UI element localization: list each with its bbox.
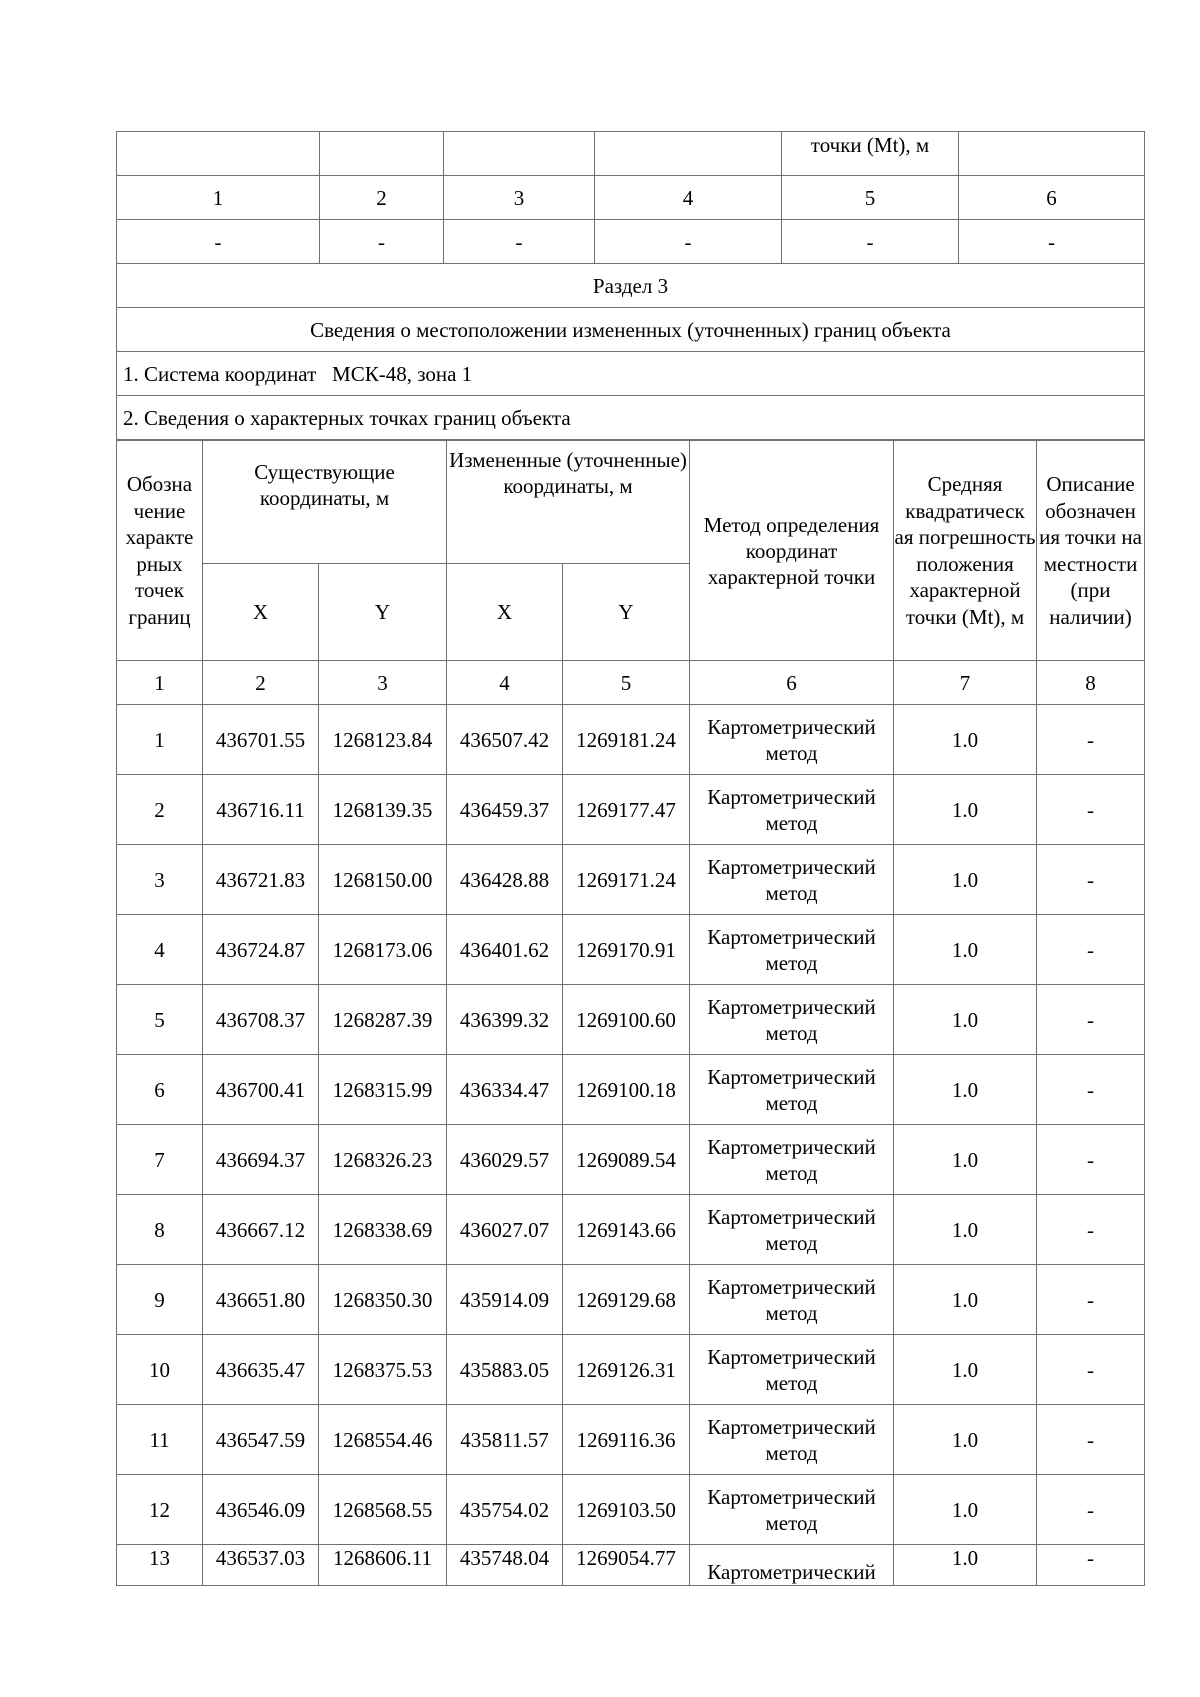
existing-x: 436721.83	[203, 845, 319, 915]
table-row	[117, 915, 1145, 985]
method-line-1: Картометрический	[707, 1344, 876, 1369]
point-description: -	[1037, 985, 1145, 1055]
changed-x: 436459.37	[447, 775, 563, 845]
point-description: -	[1037, 1125, 1145, 1195]
method	[690, 985, 894, 1055]
changed-y: 1269171.24	[563, 845, 690, 915]
method-line-2: метод	[765, 1440, 818, 1465]
existing-x: 436716.11	[203, 775, 319, 845]
point-number: 13	[117, 1545, 203, 1586]
header-x: X	[203, 564, 319, 661]
existing-x: 436701.55	[203, 705, 319, 775]
top-table-header-row	[117, 132, 1145, 176]
changed-y: 1269054.77	[563, 1545, 690, 1586]
method	[690, 1475, 894, 1545]
point-number: 3	[117, 845, 203, 915]
mean-error: 1.0	[894, 1335, 1037, 1405]
mean-error: 1.0	[894, 1125, 1037, 1195]
point-description: -	[1037, 1545, 1145, 1586]
method-line-2: метод	[765, 1370, 818, 1395]
section-title: Раздел 3	[117, 264, 1145, 308]
existing-x: 436724.87	[203, 915, 319, 985]
points-rows	[117, 705, 1145, 1545]
header-method: Метод определения координат характерной точки	[690, 441, 894, 661]
changed-y: 1269089.54	[563, 1125, 690, 1195]
method	[690, 775, 894, 845]
method-line-1: Картометрический	[707, 854, 876, 879]
changed-x: 435914.09	[447, 1265, 563, 1335]
existing-x: 436651.80	[203, 1265, 319, 1335]
table-row	[117, 1335, 1145, 1405]
changed-x: 436027.07	[447, 1195, 563, 1265]
point-description: -	[1037, 915, 1145, 985]
existing-x: 436537.03	[203, 1545, 319, 1586]
method-line-2: метод	[765, 950, 818, 975]
existing-y: 1268606.11	[319, 1545, 447, 1586]
point-number: 9	[117, 1265, 203, 1335]
point-number: 2	[117, 775, 203, 845]
changed-x: 435748.04	[447, 1545, 563, 1586]
changed-x: 436334.47	[447, 1055, 563, 1125]
existing-y: 1268123.84	[319, 705, 447, 775]
mean-error: 1.0	[894, 1265, 1037, 1335]
top-header-cell: точки (Mt), м	[782, 132, 959, 176]
method-line-2: метод	[765, 1300, 818, 1325]
existing-y: 1268338.69	[319, 1195, 447, 1265]
existing-y: 1268315.99	[319, 1055, 447, 1125]
table-row	[117, 1125, 1145, 1195]
point-description: -	[1037, 775, 1145, 845]
existing-x: 436694.37	[203, 1125, 319, 1195]
method-line-1: Картометрический	[707, 924, 876, 949]
method-line-1: Картометрический	[707, 714, 876, 739]
changed-x: 436029.57	[447, 1125, 563, 1195]
point-number: 11	[117, 1405, 203, 1475]
changed-y: 1269116.36	[563, 1405, 690, 1475]
header-designation: Обозна чение характе рных точек границ	[117, 441, 203, 661]
method-line-2: метод	[765, 1020, 818, 1045]
mean-error: 1.0	[894, 915, 1037, 985]
coord-system-label: 1. Система координат	[123, 361, 317, 386]
coord-system	[117, 352, 1145, 396]
header-y: Y	[319, 564, 447, 661]
method-line-1: Картометрический	[707, 1134, 876, 1159]
point-description: -	[1037, 845, 1145, 915]
header-changed: Измененные (уточненные) координаты, м	[447, 441, 690, 564]
existing-x: 436547.59	[203, 1405, 319, 1475]
point-number: 7	[117, 1125, 203, 1195]
mean-error: 1.0	[894, 985, 1037, 1055]
existing-y: 1268375.53	[319, 1335, 447, 1405]
point-number: 6	[117, 1055, 203, 1125]
points-number-row: 1 2 3 4 5 6 7 8	[117, 661, 1145, 705]
mean-error: 1.0	[894, 1545, 1037, 1586]
point-description: -	[1037, 1265, 1145, 1335]
method-line-1: Картометрический	[707, 784, 876, 809]
table-row	[117, 1055, 1145, 1125]
point-number: 8	[117, 1195, 203, 1265]
method	[690, 1405, 894, 1475]
points-table	[116, 440, 1145, 1586]
existing-y: 1268139.35	[319, 775, 447, 845]
point-description: -	[1037, 1405, 1145, 1475]
point-number: 4	[117, 915, 203, 985]
point-number: 10	[117, 1335, 203, 1405]
mean-error: 1.0	[894, 1405, 1037, 1475]
changed-y: 1269143.66	[563, 1195, 690, 1265]
method-line-2: метод	[765, 1230, 818, 1255]
top-table-number-row: 1 2 3 4 5 6	[117, 176, 1145, 220]
points-heading: 2. Сведения о характерных точках границ объекта	[117, 396, 1145, 440]
changed-x: 435754.02	[447, 1475, 563, 1545]
table-row	[117, 985, 1145, 1055]
changed-y: 1269103.50	[563, 1475, 690, 1545]
point-number: 12	[117, 1475, 203, 1545]
method	[690, 1055, 894, 1125]
header-description: Описание обозначен ия точки на местности (при наличии)	[1037, 441, 1145, 661]
existing-y: 1268568.55	[319, 1475, 447, 1545]
changed-x: 435811.57	[447, 1405, 563, 1475]
method-line-1: Картометрический	[707, 1064, 876, 1089]
method	[690, 845, 894, 915]
mean-error: 1.0	[894, 775, 1037, 845]
point-description: -	[1037, 1475, 1145, 1545]
table-row	[117, 845, 1145, 915]
mean-error: 1.0	[894, 1475, 1037, 1545]
changed-y: 1269181.24	[563, 705, 690, 775]
existing-x: 436700.41	[203, 1055, 319, 1125]
table-row	[117, 705, 1145, 775]
existing-y: 1268350.30	[319, 1265, 447, 1335]
method-line-2: метод	[765, 810, 818, 835]
point-description: -	[1037, 705, 1145, 775]
table-row	[117, 1545, 1145, 1586]
table-row	[117, 1475, 1145, 1545]
changed-y: 1269126.31	[563, 1335, 690, 1405]
method: Картометрический	[690, 1545, 894, 1586]
method-line-1: Картометрический	[707, 1274, 876, 1299]
existing-x: 436546.09	[203, 1475, 319, 1545]
method	[690, 1195, 894, 1265]
existing-x: 436635.47	[203, 1335, 319, 1405]
changed-y: 1269170.91	[563, 915, 690, 985]
changed-y: 1269100.18	[563, 1055, 690, 1125]
table-row	[117, 1195, 1145, 1265]
method-line-2: метод	[765, 740, 818, 765]
top-table-empty-row: - - - - - -	[117, 220, 1145, 264]
method	[690, 1265, 894, 1335]
existing-x: 436667.12	[203, 1195, 319, 1265]
changed-y: 1269100.60	[563, 985, 690, 1055]
point-description: -	[1037, 1055, 1145, 1125]
existing-y: 1268150.00	[319, 845, 447, 915]
method-line-1: Картометрический	[707, 1484, 876, 1509]
coord-system-value: МСК-48, зона 1	[332, 361, 473, 386]
point-description: -	[1037, 1335, 1145, 1405]
method-line-1: Картометрический	[707, 1204, 876, 1229]
mean-error: 1.0	[894, 705, 1037, 775]
header-x2: X	[447, 564, 563, 661]
changed-x: 436401.62	[447, 915, 563, 985]
method-line-1: Картометрический	[707, 994, 876, 1019]
point-description: -	[1037, 1195, 1145, 1265]
changed-x: 435883.05	[447, 1335, 563, 1405]
changed-x: 436399.32	[447, 985, 563, 1055]
table-row	[117, 775, 1145, 845]
method	[690, 1125, 894, 1195]
changed-y: 1269129.68	[563, 1265, 690, 1335]
existing-y: 1268173.06	[319, 915, 447, 985]
header-error: Средняя квадратическ ая погрешность положения характерной точки (Mt), м	[894, 441, 1037, 661]
mean-error: 1.0	[894, 1055, 1037, 1125]
method-line-2: метод	[765, 1510, 818, 1535]
point-number: 5	[117, 985, 203, 1055]
table-row	[117, 1265, 1145, 1335]
existing-y: 1268287.39	[319, 985, 447, 1055]
header-existing: Существующие координаты, м	[203, 441, 447, 564]
changed-y: 1269177.47	[563, 775, 690, 845]
point-number: 1	[117, 705, 203, 775]
section-subtitle: Сведения о местоположении измененных (уточненных) границ объекта	[117, 308, 1145, 352]
method-line-2: метод	[765, 1090, 818, 1115]
method	[690, 915, 894, 985]
changed-x: 436428.88	[447, 845, 563, 915]
method-line-2: метод	[765, 1160, 818, 1185]
method	[690, 705, 894, 775]
existing-y: 1268326.23	[319, 1125, 447, 1195]
method-line-1: Картометрический	[707, 1414, 876, 1439]
table-row	[117, 1405, 1145, 1475]
existing-y: 1268554.46	[319, 1405, 447, 1475]
points-header-row-1	[117, 441, 1145, 564]
mean-error: 1.0	[894, 1195, 1037, 1265]
method	[690, 1335, 894, 1405]
method-line-2: метод	[765, 880, 818, 905]
mean-error: 1.0	[894, 845, 1037, 915]
header-y2: Y	[563, 564, 690, 661]
top-table	[116, 131, 1145, 440]
changed-x: 436507.42	[447, 705, 563, 775]
existing-x: 436708.37	[203, 985, 319, 1055]
